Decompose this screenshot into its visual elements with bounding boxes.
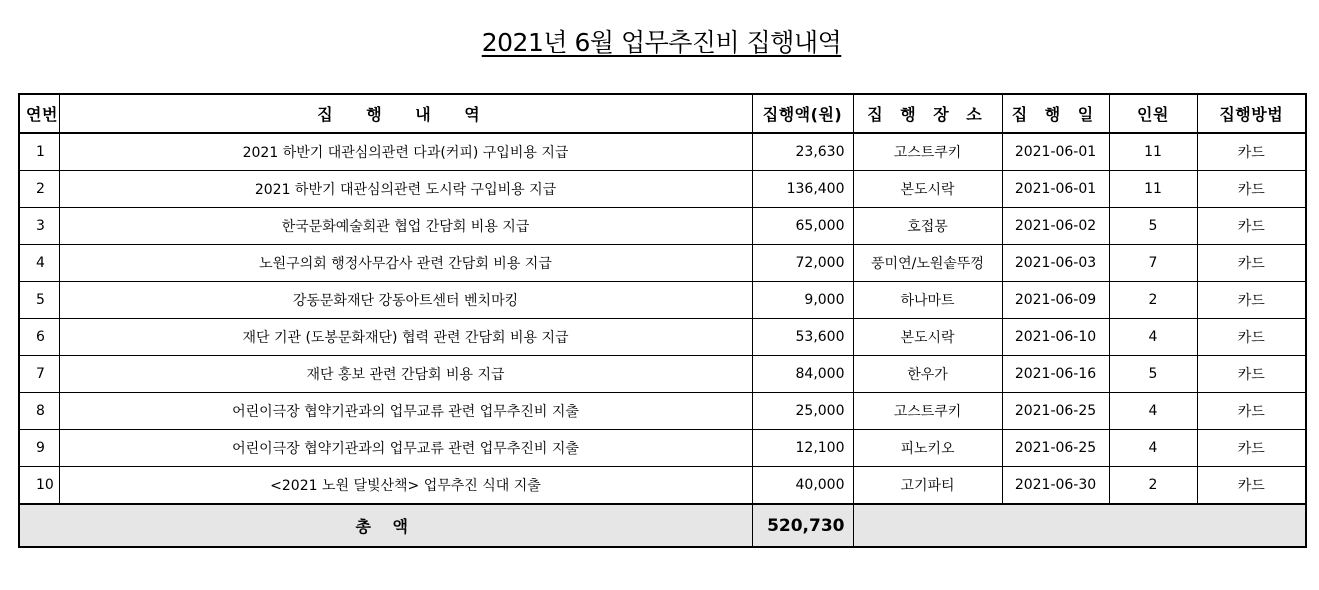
row-content: 노원구의회 행정사무감사 관련 간담회 비용 지급 [59, 245, 752, 282]
total-row [19, 504, 1306, 547]
row-people: 2 [1109, 467, 1197, 505]
row-method: 카드 [1197, 393, 1306, 430]
table-row [19, 245, 1306, 282]
row-no: 1 [19, 133, 59, 171]
row-content: <2021 노원 달빛산책> 업무추진 식대 지출 [59, 467, 752, 505]
row-amount: 65,000 [752, 208, 853, 245]
table-row [19, 319, 1306, 356]
table-row [19, 356, 1306, 393]
row-date: 2021-06-03 [1002, 245, 1109, 282]
row-date: 2021-06-10 [1002, 319, 1109, 356]
row-no: 2 [19, 171, 59, 208]
row-no: 10 [19, 467, 59, 505]
row-place: 고기파티 [853, 467, 1002, 505]
row-date: 2021-06-30 [1002, 467, 1109, 505]
row-no: 5 [19, 282, 59, 319]
row-date: 2021-06-25 [1002, 430, 1109, 467]
row-date: 2021-06-02 [1002, 208, 1109, 245]
row-amount: 9,000 [752, 282, 853, 319]
row-content: 재단 홍보 관련 간담회 비용 지급 [59, 356, 752, 393]
row-no: 9 [19, 430, 59, 467]
row-no: 4 [19, 245, 59, 282]
row-amount: 40,000 [752, 467, 853, 505]
header-date: 집 행 일 [1002, 94, 1109, 133]
header-row [19, 94, 1306, 133]
table-row [19, 430, 1306, 467]
row-no: 8 [19, 393, 59, 430]
row-people: 11 [1109, 171, 1197, 208]
table-row [19, 133, 1306, 171]
row-method: 카드 [1197, 245, 1306, 282]
row-amount: 12,100 [752, 430, 853, 467]
table-body [19, 133, 1306, 504]
row-method: 카드 [1197, 430, 1306, 467]
row-amount: 72,000 [752, 245, 853, 282]
row-amount: 84,000 [752, 356, 853, 393]
row-place: 한우가 [853, 356, 1002, 393]
row-place: 하나마트 [853, 282, 1002, 319]
row-method: 카드 [1197, 319, 1306, 356]
row-people: 4 [1109, 393, 1197, 430]
row-people: 7 [1109, 245, 1197, 282]
row-amount: 25,000 [752, 393, 853, 430]
row-content: 어린이극장 협약기관과의 업무교류 관련 업무추진비 지출 [59, 393, 752, 430]
header-method: 집행방법 [1197, 94, 1306, 133]
total-label: 총 액 [19, 504, 752, 547]
header-people: 인원 [1109, 94, 1197, 133]
total-amount: 520,730 [752, 504, 853, 547]
row-content: 재단 기관 (도봉문화재단) 협력 관련 간담회 비용 지급 [59, 319, 752, 356]
table-footer [19, 504, 1306, 547]
row-date: 2021-06-16 [1002, 356, 1109, 393]
table-row [19, 208, 1306, 245]
row-place: 본도시락 [853, 171, 1002, 208]
row-content: 2021 하반기 대관심의관련 도시락 구입비용 지급 [59, 171, 752, 208]
row-place: 풍미연/노원솥뚜껑 [853, 245, 1002, 282]
row-people: 2 [1109, 282, 1197, 319]
row-amount: 53,600 [752, 319, 853, 356]
table-header [19, 94, 1306, 133]
header-place: 집 행 장 소 [853, 94, 1002, 133]
row-no: 6 [19, 319, 59, 356]
row-method: 카드 [1197, 208, 1306, 245]
table-row [19, 467, 1306, 505]
row-date: 2021-06-09 [1002, 282, 1109, 319]
row-people: 5 [1109, 208, 1197, 245]
row-date: 2021-06-25 [1002, 393, 1109, 430]
row-people: 11 [1109, 133, 1197, 171]
row-date: 2021-06-01 [1002, 133, 1109, 171]
row-people: 4 [1109, 319, 1197, 356]
row-no: 3 [19, 208, 59, 245]
row-people: 5 [1109, 356, 1197, 393]
row-content: 어린이극장 협약기관과의 업무교류 관련 업무추진비 지출 [59, 430, 752, 467]
row-no: 7 [19, 356, 59, 393]
table-row [19, 171, 1306, 208]
expense-table [18, 93, 1307, 548]
row-method: 카드 [1197, 356, 1306, 393]
row-content: 강동문화재단 강동아트센터 벤치마킹 [59, 282, 752, 319]
header-no: 연번 [19, 94, 59, 133]
row-method: 카드 [1197, 171, 1306, 208]
page-title: 2021년 6월 업무추진비 집행내역 [481, 28, 842, 57]
table-row [19, 282, 1306, 319]
row-place: 고스트쿠키 [853, 133, 1002, 171]
row-place: 본도시락 [853, 319, 1002, 356]
row-method: 카드 [1197, 467, 1306, 505]
row-method: 카드 [1197, 133, 1306, 171]
row-content: 2021 하반기 대관심의관련 다과(커피) 구입비용 지급 [59, 133, 752, 171]
row-people: 4 [1109, 430, 1197, 467]
row-place: 고스트쿠키 [853, 393, 1002, 430]
row-content: 한국문화예술회관 협업 간담회 비용 지급 [59, 208, 752, 245]
header-content: 집 행 내 역 [59, 94, 752, 133]
header-amount: 집행액(원) [752, 94, 853, 133]
row-amount: 136,400 [752, 171, 853, 208]
row-place: 피노키오 [853, 430, 1002, 467]
row-amount: 23,630 [752, 133, 853, 171]
row-place: 호접몽 [853, 208, 1002, 245]
table-row [19, 393, 1306, 430]
row-date: 2021-06-01 [1002, 171, 1109, 208]
total-empty-cell [853, 504, 1306, 547]
row-method: 카드 [1197, 282, 1306, 319]
